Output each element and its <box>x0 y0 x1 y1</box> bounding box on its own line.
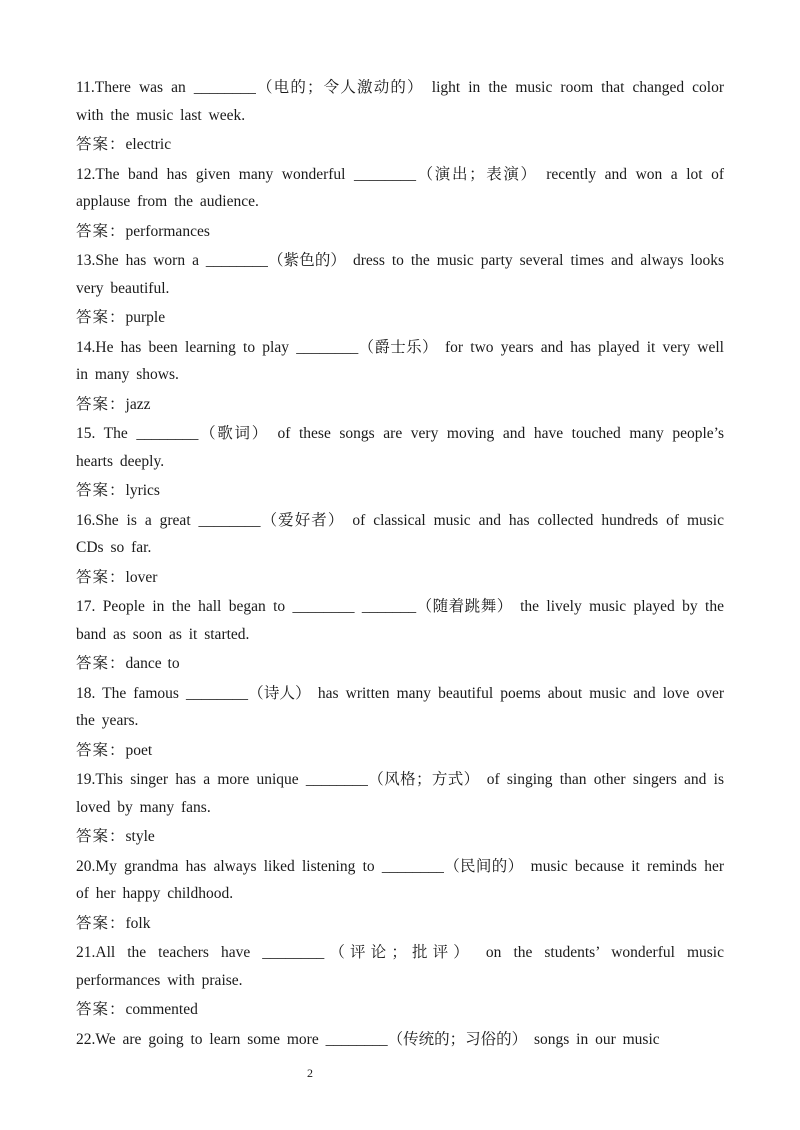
answer-label: 答案： <box>76 828 126 845</box>
answer-text: dance to <box>125 655 180 672</box>
document-body <box>76 74 724 1053</box>
question-text: 18. The famous ________（诗人） has written many beautiful poems about music and love over the years. <box>76 684 724 729</box>
answer-line <box>76 391 724 419</box>
exercise-item-18 <box>76 680 724 765</box>
question-text: 21.All the teachers have ________（评论；批评） on the students’ wonderful music performances with praise. <box>76 944 724 989</box>
question-text: 14.He has been learning to play ________（爵士乐） for two years and has played it very well in many shows. <box>76 338 724 383</box>
answer-line <box>76 910 724 938</box>
exercise-item-14 <box>76 334 724 419</box>
exercise-item-21 <box>76 939 724 1024</box>
answer-text: electric <box>125 136 172 153</box>
answer-line <box>76 650 724 678</box>
question-text: 11.There was an ________（电的；令人激动的） light in the music room that changed color with the music last week. <box>76 79 724 124</box>
exercise-item-17 <box>76 593 724 678</box>
exercise-item-19 <box>76 766 724 851</box>
answer-label: 答案： <box>76 482 126 499</box>
question-text: 13.She has worn a ________（紫色的） dress to the music party several times and always looks very beautiful. <box>76 252 724 297</box>
answer-line <box>76 477 724 505</box>
question-text: 15. The ________（歌词） of these songs are very moving and have touched many people’s hearts deeply. <box>76 425 724 470</box>
question-text: 16.She is a great ________（爱好者） of classical music and has collected hundreds of music CDs so far. <box>76 511 724 556</box>
answer-line <box>76 564 724 592</box>
exercise-item-16 <box>76 507 724 592</box>
exercise-item-12 <box>76 161 724 246</box>
answer-label: 答案： <box>76 222 126 240</box>
exercise-item-15 <box>76 420 724 505</box>
answer-label: 答案： <box>76 395 126 413</box>
question-text: 17. People in the hall began to ________ _______（随着跳舞） the lively music played by the band as soon as it started. <box>76 598 724 643</box>
question-text: 20.My grandma has always liked listening to ________（民间的） music because it reminds her of her happy childhood. <box>76 857 724 902</box>
answer-label: 答案： <box>76 1001 126 1018</box>
answer-text: poet <box>125 741 153 759</box>
answer-line <box>76 823 724 851</box>
question-text: 19.This singer has a more unique ________（风格；方式） of singing than other singers and is loved by many fans. <box>76 771 724 816</box>
exercise-item-20 <box>76 853 724 938</box>
answer-label: 答案： <box>76 136 126 153</box>
answer-label: 答案： <box>76 741 126 759</box>
answer-line <box>76 996 724 1024</box>
answer-label: 答案： <box>76 309 126 326</box>
answer-line <box>76 737 724 765</box>
page-number: 2 <box>307 1066 313 1080</box>
answer-text: lover <box>125 568 158 586</box>
answer-label: 答案： <box>76 914 126 932</box>
answer-text: performances <box>125 222 210 240</box>
exercise-item-13 <box>76 247 724 332</box>
question-text: 12.The band has given many wonderful ________（演出；表演） recently and won a lot of applause from the audience. <box>76 165 724 210</box>
answer-text: commented <box>125 1001 198 1018</box>
answer-label: 答案： <box>76 655 126 672</box>
answer-text: lyrics <box>125 482 160 499</box>
answer-line <box>76 218 724 246</box>
exercise-item-11 <box>76 74 724 159</box>
answer-text: jazz <box>125 395 151 413</box>
answer-label: 答案： <box>76 568 126 586</box>
answer-line <box>76 304 724 332</box>
exercise-item-22 <box>76 1026 724 1054</box>
answer-text: style <box>125 828 155 845</box>
answer-text: folk <box>125 914 151 932</box>
question-text: 22.We are going to learn some more ________（传统的；习俗的） songs in our music <box>76 1030 660 1048</box>
answer-text: purple <box>125 309 166 326</box>
answer-line <box>76 131 724 159</box>
